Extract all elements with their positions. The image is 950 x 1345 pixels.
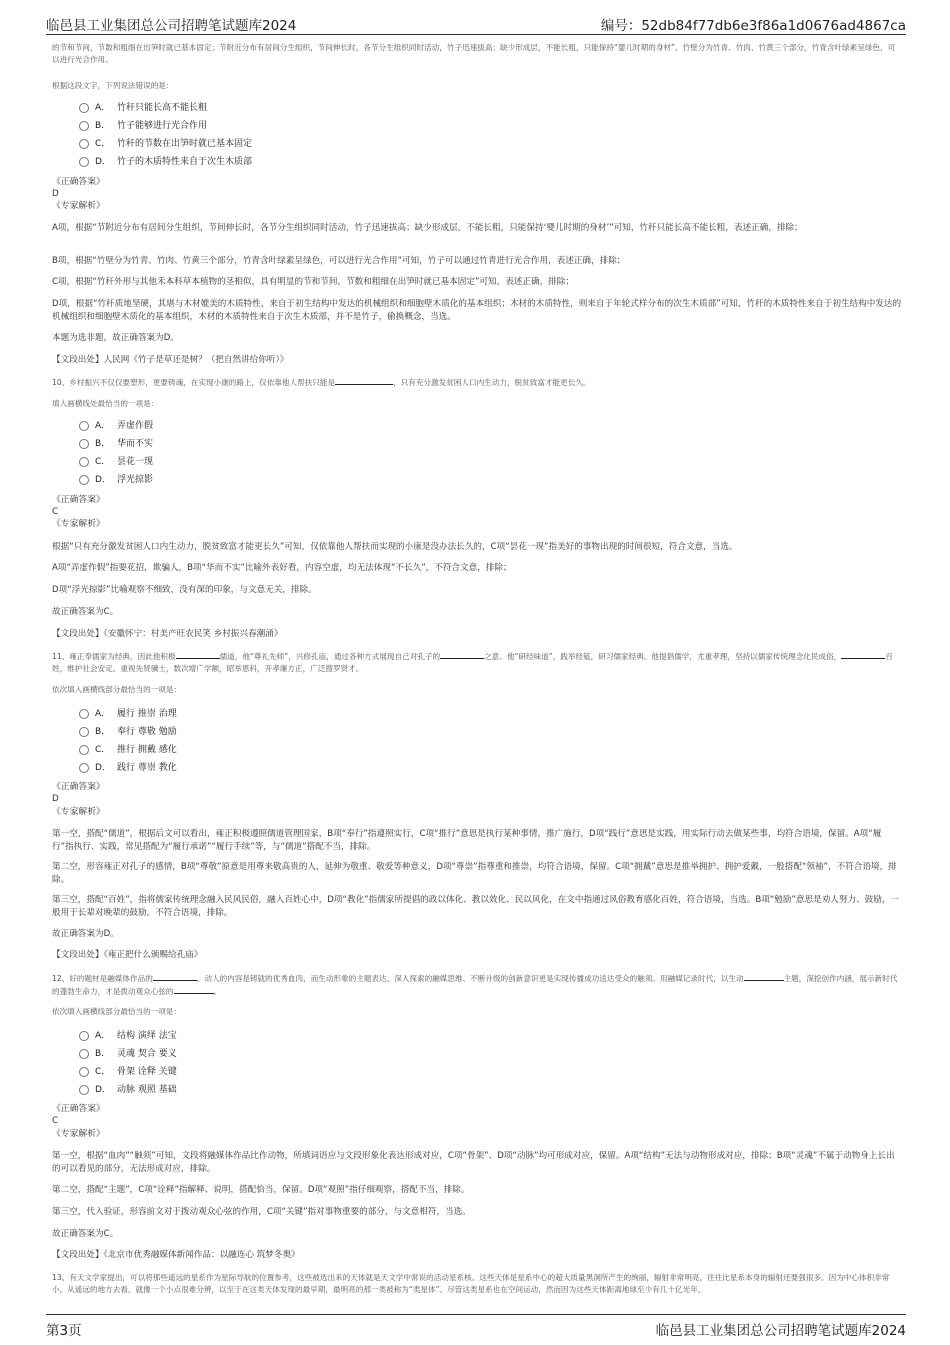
q10-option-a[interactable]: A． 弄虚作假: [79, 419, 153, 433]
q11-source: 【文段出处】《雍正把什么颁赐给孔庙》: [52, 950, 203, 960]
radio-icon[interactable]: [79, 103, 89, 113]
q10-analysis-2: A项“弄虚作假”指要花招，欺骗人，B项“华而不实”比喻外表好看，内容空虚，均无法体现“不长久”，不符合文意，排除；: [52, 563, 512, 573]
q10-source: 【文段出处】《安徽怀宁：村美产旺农民笑 乡村振兴春潮涌》: [52, 629, 283, 639]
q10-stem: 10、乡村振兴不仅仅要塑形，更要铸魂，在实现小康的路上，仅依靠他人帮扶只能是 ，只有充分激发贫困人口内生动力，脱贫致富才能更长久。: [52, 378, 591, 387]
q12-option-b[interactable]: B． 灵魂 契合 要义: [79, 1047, 177, 1061]
radio-icon[interactable]: [79, 439, 89, 449]
q12-analysis-conclusion: 故正确答案为C。: [52, 1229, 119, 1239]
q11-analysis-label: 《专家解析》: [52, 807, 105, 817]
radio-icon[interactable]: [79, 457, 89, 467]
q12-option-d[interactable]: D． 动脉 观照 基础: [79, 1083, 177, 1097]
q10-prompt: 填入画横线处最恰当的一项是：: [52, 399, 159, 408]
q12-source: 【文段出处】《北京市优秀融媒体新闻作品：以融连心 筑梦冬奥》: [52, 1250, 300, 1260]
q9-source: 【文段出处】人民网《竹子是草还是树？（把自然讲给你听）》: [52, 355, 289, 365]
q9-analysis-d: D项，根据“竹秆质地坚硬，其堪与木材媲美的木质特性，来自于初生结构中发达的机械组织和细胞壁木质化的基本组织；木材的木质特性，则来自于年轮式样分布的次生木质部”可知，竹秆的木质特性来自于初生结构中发达的机械组织和细胞壁木质化的基本组织，木材的木质特性来自于次生木质部，并不是竹子，偷换概念，当选。: [52, 299, 902, 322]
q10-answer-label: 《正确答案》: [52, 495, 105, 505]
q11-analysis-1: 第一空，搭配“儒道”，根据后文可以看出，雍正积极遵照儒道管理国家，B项“奉行”指遵照实行，C项“推行”意思是执行某种事情，推广施行，D项“践行”意思是实践，用实际行动去做某些事，均符合语境，保留。A项“履行”指执行、实践，常见搭配为“履行承诺”“履行手续”等，与“儒道”搭配不当，排除。: [52, 829, 882, 852]
q11-option-c[interactable]: C． 推行 拥戴 感化: [79, 743, 177, 757]
answer-blank: [744, 972, 784, 981]
footer-title: 临邑县工业集团总公司招聘笔试题库2024: [655, 1323, 906, 1339]
q10-analysis-conclusion: 故正确答案为C。: [52, 607, 119, 617]
q12-stem: 12、好的题材是融媒体作品的 ，动人的内容是铸就的优秀血肉，而生动形象的主题表达、深入探索的融媒思维、不断升级的创新意识更是实现传播成功送达受众的触须。用融媒记录时代，以生动 主题，深挖创作内涵，展示新时代的蓬勃生命力，才是拨动观众心弦的 。: [52, 974, 898, 996]
q12-analysis-label: 《专家解析》: [52, 1129, 105, 1139]
q12-analysis-1: 第一空，根据“血肉”“触须”可知，文段将融媒体作品比作动物，所填词语应与文段形象化表达形成对应，C项“骨架”、D项“动脉”均可形成对应，保留。A项“结构”无法与动物形成对应，排除；B项“灵魂”不属于动物身上长出的可以看见的部分，无法形成对应，排除。: [52, 1151, 895, 1174]
q9-answer-label: 《正确答案》: [52, 177, 105, 187]
q10-option-c[interactable]: C． 昙花一现: [79, 455, 153, 469]
q9-prompt: 根据这段文字，下列说法错误的是：: [52, 81, 174, 90]
radio-icon[interactable]: [79, 1049, 89, 1059]
q11-prompt: 依次填入画横线部分最恰当的一项是：: [52, 685, 182, 694]
footer-page-number: 第3页: [46, 1323, 82, 1339]
q10-analysis-3: D项“浮光掠影”比喻观察不细致，没有深的印象，与文意无关，排除。: [52, 585, 317, 595]
q11-option-a[interactable]: A． 履行 推崇 治理: [79, 707, 177, 721]
q11-analysis-conclusion: 故正确答案为D。: [52, 929, 119, 939]
radio-icon[interactable]: [79, 157, 89, 167]
q12-analysis-3: 第三空，代入验证，形容前文对于拨动观众心弦的作用，C项“关键”指对事物重要的部分，与文意相符，当选。: [52, 1207, 471, 1217]
q12-prompt: 依次填入画横线部分最恰当的一项是：: [52, 1007, 182, 1016]
q11-answer: D: [52, 794, 59, 804]
radio-icon[interactable]: [79, 1031, 89, 1041]
answer-blank: [153, 972, 197, 981]
q12-analysis-2: 第二空，搭配“主题”，C项“诠释”指解释、说明，搭配恰当，保留。D项“观照”指仔细观察，搭配不当，排除。: [52, 1185, 470, 1195]
q9-analysis-a: A项，根据“节附近分布有居间分生组织，节间伸长时，各节分生组织同时活动，竹子迅速拔高；缺少形成层，不能长粗，只能保持‘婴儿时期的身材’”可知，竹秆只能长高不能长粗，表述正确，排除；: [52, 223, 803, 233]
radio-icon[interactable]: [79, 421, 89, 431]
page-header: [46, 12, 906, 35]
q10-answer: C: [52, 507, 59, 517]
q13-stem: 13、有天文学家提出，可以将那些遥远的星系作为星际导航的位置参考，这些被选出来的天体就是天文学中常说的活动星系核。这些天体是星系中心的超大质量黑洞所产生的绚丽，辐射非常明亮，往往比星系本身的辐射还要强很多。因为中心体积非常小，从遥远的地方去看，就像一个小点很难分辨，以至于在这类天体发现的最早期，最明亮的那一类被称为“类星体”。尽管这类星系也在空间运动，然而因为这些天体距离地球至少有几十亿光年，: [52, 1273, 890, 1294]
radio-icon[interactable]: [79, 139, 89, 149]
radio-icon[interactable]: [79, 745, 89, 755]
radio-icon[interactable]: [79, 727, 89, 737]
q10-analysis-label: 《专家解析》: [52, 519, 105, 529]
header-code: 编号：52db84f77db6e3f86a1d0676ad4867ca: [600, 18, 906, 34]
radio-icon[interactable]: [79, 1085, 89, 1095]
q9-option-b[interactable]: B． 竹子能够进行光合作用: [79, 119, 207, 133]
answer-blank: [335, 376, 393, 385]
radio-icon[interactable]: [79, 763, 89, 773]
q9-analysis-conclusion: 本题为选非题，故正确答案为D。: [52, 333, 179, 343]
q9-option-a[interactable]: A． 竹秆只能长高不能长粗: [79, 101, 207, 115]
answer-blank: [176, 650, 220, 659]
q9-analysis-b: B项，根据“竹壁分为竹青、竹肉、竹黄三个部分，竹青含叶绿素呈绿色，可以进行光合作用”可知，竹子可以通过竹青进行光合作用，表述正确，排除；: [52, 256, 626, 266]
q11-analysis-2: 第二空，形容雍正对孔子的感情，B项“尊敬”原意是用尊来敬高贵的人，延伸为敬重、敬爱等种意义，D项“尊崇”指尊重和推崇，均符合语境，保留。C项“拥戴”意思是推举拥护、拥护爱戴，一般搭配“领袖”，不符合语境，排除。: [52, 862, 897, 885]
q9-analysis-c: C项，根据“竹秆外形与其他禾本科草本植物的茎相似，具有明显的节和节间，节数和粗细在出笋时就已基本固定”可知，表述正确，排除；: [52, 277, 574, 287]
q9-intro: 的节和节间，节数和粗细在出笋时就已基本固定；节附近分布有居间分生组织，节间伸长时，各节分生组织同时活动，竹子迅速拔高；缺少形成层，不能长粗，只能保持“婴儿时期的身材”。竹壁分为竹青、竹肉、竹黄三个部分，竹青含叶绿素呈绿色，可以进行光合作用。: [52, 43, 896, 64]
radio-icon[interactable]: [79, 709, 89, 719]
radio-icon[interactable]: [79, 1067, 89, 1077]
q11-answer-label: 《正确答案》: [52, 782, 105, 792]
q12-option-a[interactable]: A． 结构 演绎 法宝: [79, 1029, 177, 1043]
page-footer: [46, 1314, 906, 1339]
radio-icon[interactable]: [79, 475, 89, 485]
q9-answer: D: [52, 189, 59, 199]
q11-analysis-3: 第三空，搭配“百姓”，指将儒家传统理念融入民风民俗，融入百姓心中，D项“教化”指儒家所提倡的政以体化、教以效化、民以风化，在文中指通过风俗教育感化百姓，符合语境，当选。B项“勉励”意思是劝人努力、鼓励，一般用于长辈对晚辈的鼓励，不符合语境，排除。: [52, 895, 900, 918]
q10-analysis-1: 根据“只有充分激发贫困人口内生动力，脱贫致富才能更长久”可知，仅依靠他人帮扶而实现的小康是没办法长久的，C项“昙花一现”指美好的事物出现的时间很短，符合文意，当选。: [52, 542, 738, 552]
q12-option-c[interactable]: C． 骨架 诠释 关键: [79, 1065, 177, 1079]
answer-blank: [440, 650, 484, 659]
q9-option-d[interactable]: D． 竹子的木质特性来自于次生木质部: [79, 155, 252, 169]
q10-option-b[interactable]: B． 华而不实: [79, 437, 153, 451]
answer-blank: [174, 985, 214, 994]
q12-answer-label: 《正确答案》: [52, 1104, 105, 1114]
header-title: 临邑县工业集团总公司招聘笔试题库2024: [46, 18, 297, 34]
radio-icon[interactable]: [79, 121, 89, 131]
q12-answer: C: [52, 1116, 59, 1126]
q11-stem: 11、雍正奉儒家为经典，因此他积极 儒道，他“尊礼先师”，兴修孔庙，通过各种方式展现自己对孔子的 之意。他“研经味道”，践举经筵，研习儒家经典。他提倡儒学，尤重孝理，坚持以儒家传统理念化民成俗， 百姓，维护社会安定。重视先贤骥士，数次增广学额，昭举恩科，开孝廉方正，广泛搜罗贤才。: [52, 652, 893, 673]
q11-option-d[interactable]: D． 践行 尊崇 教化: [79, 761, 177, 775]
q11-option-b[interactable]: B． 奉行 尊敬 勉励: [79, 725, 177, 739]
q10-option-d[interactable]: D． 浮光掠影: [79, 473, 153, 487]
q9-option-c[interactable]: C． 竹秆的节数在出笋时就已基本固定: [79, 137, 252, 151]
q9-analysis-label: 《专家解析》: [52, 201, 105, 211]
answer-blank: [841, 650, 885, 659]
